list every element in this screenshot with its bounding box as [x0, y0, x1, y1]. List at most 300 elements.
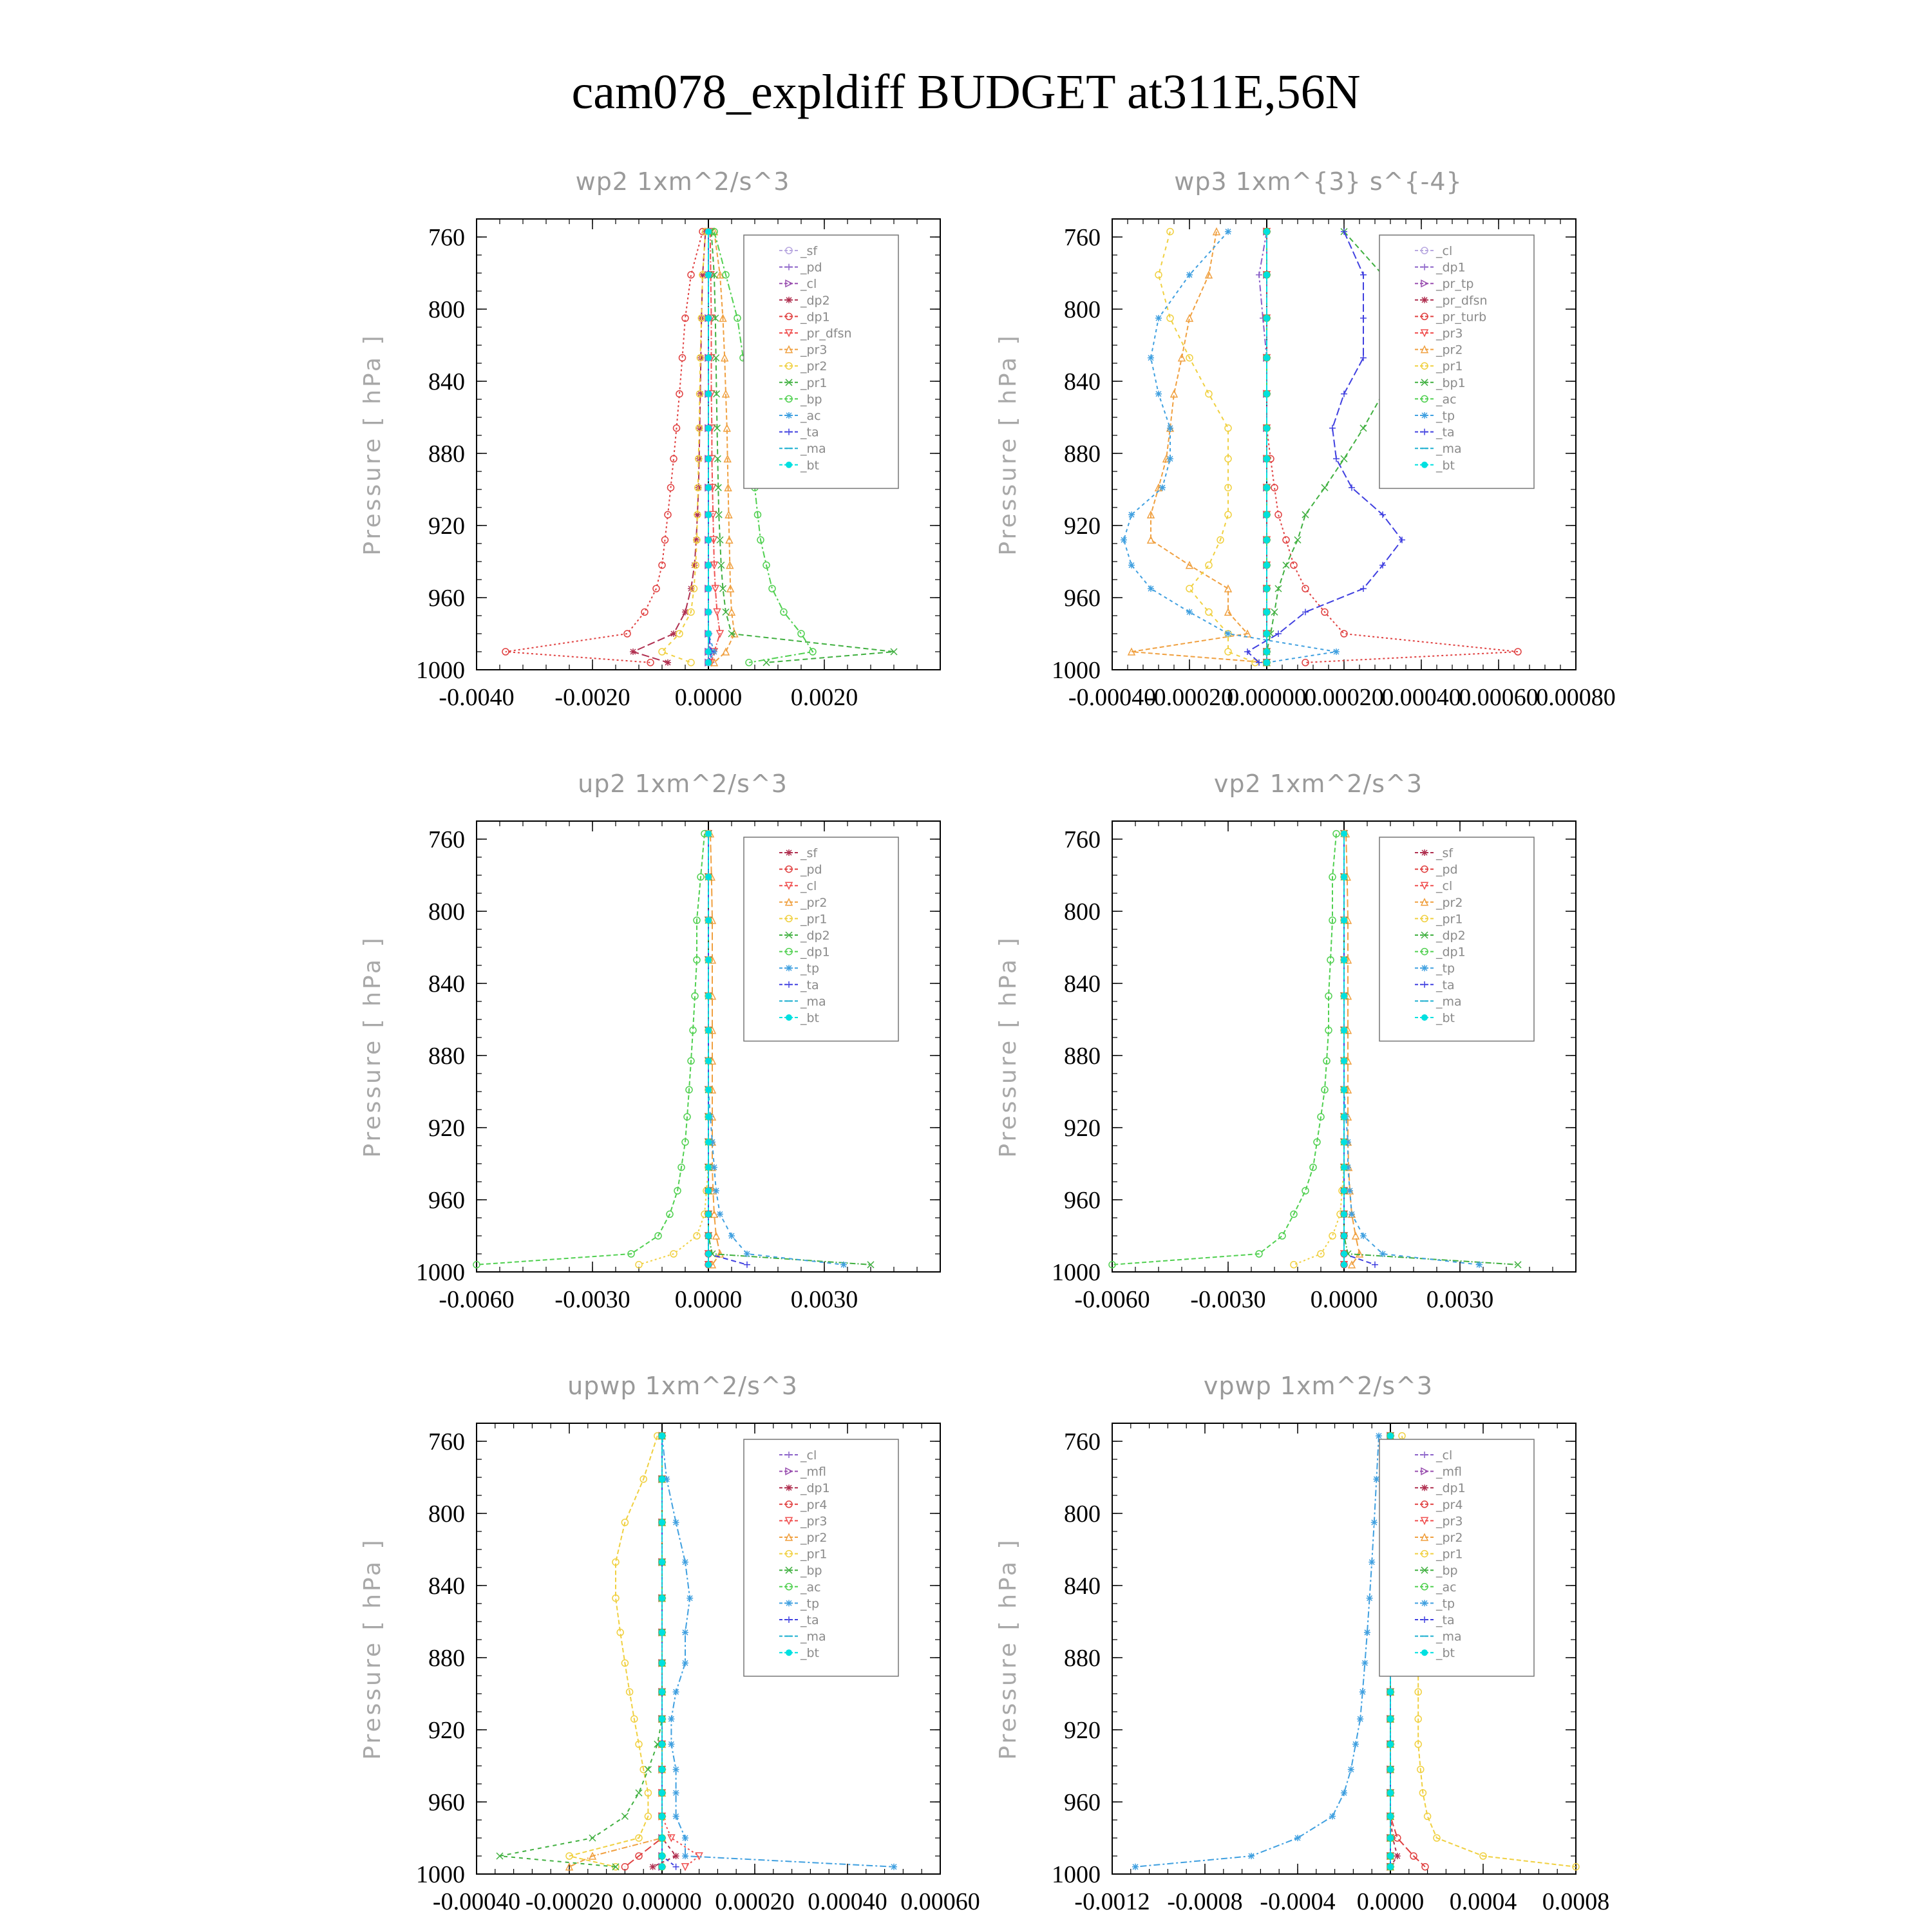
series-point: [1387, 1766, 1394, 1773]
y-axis-label: Pressure [ hPa ]: [359, 935, 386, 1158]
legend-entry: _dp2: [800, 929, 830, 943]
y-tick-label: 760: [428, 1428, 465, 1455]
series-point: [1341, 1086, 1347, 1093]
y-axis-label: Pressure [ hPa ]: [995, 333, 1021, 556]
x-tick-label: 0.00080: [1536, 684, 1616, 711]
series-point: [1225, 229, 1231, 235]
series-point: [1387, 1835, 1394, 1841]
series-point: [705, 272, 712, 278]
legend-entry: _ta: [1436, 425, 1455, 440]
series-point: [659, 1716, 665, 1722]
series-point: [1341, 1113, 1347, 1120]
y-tick-label: 920: [428, 1115, 465, 1142]
x-tick-label: -0.0060: [439, 1286, 515, 1313]
legend-entry: _pd: [800, 862, 822, 877]
series-point: [668, 1716, 674, 1722]
series-point: [1264, 609, 1270, 615]
panel-title: upwp 1xm^2/s^3: [567, 1372, 798, 1400]
legend-entry: _dp1: [800, 310, 830, 325]
series-point: [1376, 1433, 1382, 1439]
legend-entry: _bp: [800, 1564, 822, 1578]
legend-entry: _pr3: [1436, 1514, 1463, 1529]
legend-marker: [1421, 1649, 1428, 1656]
panel-title: wp3 1xm^{3} s^{-4}: [1174, 167, 1463, 196]
series-point: [659, 1476, 665, 1482]
x-tick-label: 0.0030: [1426, 1286, 1494, 1313]
legend-entry: _bt: [800, 1011, 820, 1025]
y-tick-label: 880: [1064, 1043, 1101, 1070]
legend-entry: _dp1: [1436, 945, 1466, 960]
legend-entry: _pr_turb: [1436, 310, 1487, 325]
legend-entry: _cl: [1436, 879, 1453, 894]
legend-marker: [786, 462, 792, 468]
legend-entry: _ma: [1436, 442, 1462, 457]
legend-entry: _bp: [800, 392, 822, 407]
series-point: [1341, 1027, 1347, 1034]
legend-entry: _cl: [1436, 1448, 1453, 1463]
series-point: [705, 536, 712, 543]
panel-title: vp2 1xm^2/s^3: [1213, 770, 1423, 798]
y-tick-label: 960: [1064, 585, 1101, 612]
series-point: [668, 1741, 674, 1747]
series-point: [1387, 1853, 1394, 1859]
series-point: [840, 1262, 847, 1268]
x-tick-label: 0.00060: [1459, 684, 1539, 711]
series-point: [1294, 1835, 1301, 1841]
legend-entry: _bt: [800, 1646, 820, 1661]
series-point: [659, 1595, 665, 1602]
legend-marker: [786, 412, 792, 419]
series-point: [1352, 1741, 1359, 1747]
legend-entry: _pr3: [800, 1514, 828, 1529]
y-tick-label: 880: [428, 440, 465, 468]
series-point: [1364, 1629, 1370, 1636]
x-tick-label: -0.0030: [1190, 1286, 1266, 1313]
legend-entry: _tp: [800, 961, 820, 976]
x-tick-label: -0.0008: [1167, 1888, 1243, 1915]
series-point: [1155, 315, 1162, 321]
series-point: [1341, 1057, 1347, 1064]
series-point: [1341, 831, 1347, 837]
y-tick-label: 880: [1064, 1645, 1101, 1672]
series-point: [1264, 511, 1270, 518]
series-point: [1341, 874, 1347, 880]
series-point: [705, 649, 712, 655]
series-point: [1148, 585, 1154, 592]
series-point: [1387, 1689, 1394, 1695]
series-point: [705, 957, 712, 963]
series-point: [705, 917, 712, 923]
series-point: [1357, 1716, 1363, 1722]
series-point: [705, 1139, 712, 1145]
legend-marker: [786, 1649, 792, 1656]
legend-marker: [786, 297, 792, 303]
y-tick-label: 960: [428, 1187, 465, 1214]
y-tick-label: 800: [1064, 898, 1101, 925]
y-tick-label: 960: [1064, 1789, 1101, 1816]
x-tick-label: -0.00020: [1145, 684, 1234, 711]
legend-entry: _pr1: [1436, 1547, 1463, 1562]
legend-entry: _pr1: [800, 912, 828, 927]
legend-entry: _bt: [800, 458, 820, 473]
x-tick-label: -0.0060: [1074, 1286, 1150, 1313]
series-point: [659, 1766, 665, 1773]
series-point: [673, 1766, 679, 1773]
legend-marker: [786, 1484, 792, 1491]
legend-entry: _pr2: [800, 895, 828, 910]
series-point: [1248, 1853, 1255, 1859]
legend-entry: _mfl: [800, 1464, 826, 1479]
series-point: [1367, 1595, 1373, 1602]
legend-entry: _pr2: [1436, 343, 1463, 357]
series-point: [705, 391, 712, 397]
y-tick-label: 840: [428, 971, 465, 998]
legend-entry: _ma: [800, 442, 826, 457]
y-tick-label: 840: [428, 1573, 465, 1600]
legend-entry: _ta: [800, 1613, 819, 1627]
series-point: [705, 355, 712, 361]
series-point: [687, 1595, 693, 1602]
series-point: [659, 1629, 665, 1636]
x-tick-label: 0.00020: [715, 1888, 795, 1915]
x-tick-label: -0.00020: [525, 1888, 614, 1915]
series-point: [705, 511, 712, 518]
y-tick-label: 960: [428, 1789, 465, 1816]
x-tick-label: -0.0004: [1260, 1888, 1336, 1915]
series-point: [705, 1027, 712, 1034]
y-tick-label: 760: [1064, 1428, 1101, 1455]
legend-entry: _pr3: [800, 343, 828, 357]
legend-entry: _pr2: [800, 359, 828, 374]
legend-entry: _cl: [1436, 244, 1453, 258]
series-point: [891, 1864, 897, 1870]
series-point: [1341, 957, 1347, 963]
series-point: [1186, 609, 1193, 615]
series-point: [682, 1559, 688, 1566]
legend-marker: [1421, 849, 1428, 856]
y-tick-label: 840: [1064, 368, 1101, 395]
x-tick-label: 0.0030: [790, 1286, 858, 1313]
legend-entry: _mfl: [1436, 1464, 1462, 1479]
panel-title: vpwp 1xm^2/s^3: [1203, 1372, 1434, 1400]
legend-marker: [1421, 297, 1428, 303]
y-tick-label: 760: [428, 826, 465, 853]
series-point: [705, 585, 712, 592]
series-point: [1348, 1766, 1354, 1773]
legend-entry: _pr_dfsn: [800, 327, 852, 341]
y-tick-label: 880: [1064, 440, 1101, 468]
legend-entry: _dp2: [800, 293, 830, 308]
series-point: [682, 1660, 688, 1666]
series-point: [659, 1813, 665, 1819]
series-point: [1264, 484, 1270, 491]
x-tick-label: 0.0008: [1542, 1888, 1610, 1915]
legend-marker: [1421, 1014, 1428, 1021]
series-point: [705, 1164, 712, 1171]
series-point: [659, 1559, 665, 1566]
legend-entry: _dp1: [800, 1481, 830, 1496]
series-point: [1341, 1211, 1347, 1217]
x-tick-label: 0.0004: [1449, 1888, 1517, 1915]
series-point: [1148, 355, 1154, 361]
y-tick-label: 920: [1064, 1115, 1101, 1142]
legend-entry: _pr1: [1436, 359, 1463, 374]
legend-entry: _ma: [1436, 994, 1462, 1009]
series-point: [1387, 1790, 1394, 1796]
series-point: [1264, 649, 1270, 655]
legend-entry: _ma: [800, 1629, 826, 1644]
x-tick-label: 0.00020: [1304, 684, 1384, 711]
legend-entry: _sf: [800, 846, 818, 860]
legend-entry: _tp: [1436, 409, 1455, 423]
series-point: [659, 1660, 665, 1666]
x-tick-label: 0.00040: [1381, 684, 1461, 711]
series-point: [705, 1251, 712, 1257]
legend-entry: _cl: [800, 879, 817, 894]
series-point: [659, 1689, 665, 1695]
legend-entry: _bt: [1436, 458, 1455, 473]
series-point: [1128, 511, 1135, 518]
y-tick-label: 840: [428, 368, 465, 395]
y-tick-label: 840: [1064, 971, 1101, 998]
series-point: [1368, 1559, 1375, 1566]
series-point: [705, 455, 712, 462]
series-point: [705, 630, 712, 637]
series-point: [1264, 425, 1270, 431]
y-axis-label: Pressure [ hPa ]: [995, 1537, 1021, 1760]
series-point: [705, 1211, 712, 1217]
legend-entry: _pr3: [1436, 327, 1463, 341]
series-point: [673, 1853, 679, 1859]
series-point: [705, 1233, 712, 1239]
legend-entry: _dp2: [1436, 929, 1466, 943]
series-point: [1361, 1660, 1368, 1666]
legend-entry: _sf: [800, 244, 818, 258]
series-point: [682, 1853, 688, 1859]
series-point: [1264, 272, 1270, 278]
series-point: [711, 1164, 717, 1171]
y-tick-label: 1000: [416, 657, 465, 684]
series-point: [705, 874, 712, 880]
series-point: [1333, 649, 1340, 655]
legend-entry: _pr1: [1436, 912, 1463, 927]
series-point: [705, 484, 712, 491]
x-tick-label: 0.00060: [900, 1888, 980, 1915]
y-tick-label: 800: [428, 296, 465, 323]
series-point: [1264, 229, 1270, 235]
legend-marker: [786, 965, 792, 971]
series-point: [673, 1689, 679, 1695]
legend-entry: _ta: [1436, 978, 1455, 992]
series-point: [1132, 1864, 1139, 1870]
legend-entry: _dp1: [1436, 1481, 1466, 1496]
series-point: [1373, 1476, 1379, 1482]
legend-marker: [1421, 412, 1428, 419]
y-tick-label: 920: [1064, 1717, 1101, 1744]
series-point: [1341, 1262, 1347, 1268]
series-point: [1264, 315, 1270, 321]
legend-entry: _ac: [1436, 1580, 1457, 1595]
legend-entry: _bt: [1436, 1646, 1455, 1661]
y-tick-label: 800: [428, 898, 465, 925]
series-point: [705, 1057, 712, 1064]
legend-marker: [1421, 1484, 1428, 1491]
y-tick-label: 920: [428, 1717, 465, 1744]
series-point: [650, 1864, 656, 1870]
y-tick-label: 920: [1064, 513, 1101, 540]
series-point: [1225, 630, 1231, 637]
series-point: [1341, 993, 1347, 999]
series-point: [1341, 1790, 1347, 1796]
legend-marker: [786, 1600, 792, 1606]
legend-marker: [1421, 1600, 1428, 1606]
series-point: [705, 1188, 712, 1194]
series-point: [1387, 1741, 1394, 1747]
series-point: [1264, 659, 1270, 666]
y-tick-label: 760: [1064, 224, 1101, 251]
legend-entry: _dp1: [800, 945, 830, 960]
legend-entry: _ta: [800, 425, 819, 440]
series-point: [1387, 1716, 1394, 1722]
series-point: [705, 831, 712, 837]
x-tick-label: 0.00000: [622, 1888, 702, 1915]
x-tick-label: 0.0000: [674, 684, 743, 711]
legend-entry: _cl: [800, 1448, 817, 1463]
y-tick-label: 960: [428, 585, 465, 612]
legend-entry: _tp: [800, 1596, 820, 1611]
legend-entry: _pr4: [800, 1497, 828, 1512]
series-point: [682, 1629, 688, 1636]
series-point: [705, 1262, 712, 1268]
series-point: [1264, 536, 1270, 543]
series-point: [630, 649, 636, 655]
legend-entry: _pr1: [800, 1547, 828, 1562]
series-point: [665, 659, 671, 666]
legend-entry: _pd: [800, 260, 822, 275]
series-point: [1128, 562, 1135, 569]
x-tick-label: 0.00040: [808, 1888, 887, 1915]
series-point: [673, 1519, 679, 1526]
y-tick-label: 1000: [1052, 1259, 1101, 1286]
series-point: [1341, 1139, 1347, 1145]
legend-entry: _ac: [1436, 392, 1457, 407]
x-tick-label: -0.00040: [1068, 684, 1157, 711]
y-tick-label: 1000: [1052, 657, 1101, 684]
series-point: [1341, 1188, 1347, 1194]
legend-marker: [786, 849, 792, 856]
x-tick-label: 0.00000: [1227, 684, 1307, 711]
x-tick-label: -0.0030: [554, 1286, 630, 1313]
series-point: [1167, 425, 1173, 431]
series-point: [705, 1086, 712, 1093]
legend-marker: [1421, 462, 1428, 468]
series-point: [1476, 1262, 1482, 1268]
series-point: [682, 1835, 688, 1841]
y-tick-label: 800: [1064, 296, 1101, 323]
y-tick-label: 880: [428, 1645, 465, 1672]
series-point: [705, 993, 712, 999]
series-point: [1341, 917, 1347, 923]
legend-entry: _ac: [800, 1580, 821, 1595]
series-point: [1155, 391, 1162, 397]
series-point: [1264, 562, 1270, 569]
series-point: [744, 1251, 750, 1257]
series-point: [705, 229, 712, 235]
legend-entry: _pr2: [1436, 895, 1463, 910]
legend-entry: _pr1: [800, 375, 828, 390]
series-point: [1159, 484, 1166, 491]
legend-entry: _ma: [1436, 1629, 1462, 1644]
series-point: [1341, 1233, 1347, 1239]
legend-entry: _pr2: [1436, 1531, 1463, 1545]
series-point: [1264, 630, 1270, 637]
series-point: [1360, 1233, 1367, 1239]
y-tick-label: 1000: [1052, 1861, 1101, 1888]
series-point: [659, 1433, 665, 1439]
y-tick-label: 840: [1064, 1573, 1101, 1600]
legend-entry: _sf: [1436, 846, 1454, 860]
legend-marker: [786, 1014, 792, 1021]
series-point: [1167, 455, 1173, 462]
series-point: [673, 1813, 679, 1819]
y-tick-label: 760: [428, 224, 465, 251]
series-point: [659, 1790, 665, 1796]
legend-entry: _bp: [1436, 1564, 1458, 1578]
legend-entry: _bp1: [1436, 375, 1466, 390]
legend-entry: _dp1: [1436, 260, 1466, 275]
series-point: [713, 1188, 719, 1194]
series-point: [1264, 585, 1270, 592]
series-point: [659, 1864, 665, 1870]
series-point: [705, 609, 712, 615]
x-tick-label: -0.00040: [432, 1888, 521, 1915]
series-point: [1347, 1188, 1353, 1194]
series-point: [705, 425, 712, 431]
series-point: [728, 1233, 735, 1239]
series-point: [659, 1835, 665, 1841]
legend-entry: _ac: [800, 409, 821, 423]
legend-entry: _tp: [1436, 961, 1455, 976]
series-point: [1387, 1864, 1394, 1870]
series-point: [1329, 1813, 1336, 1819]
legend-entry: _ta: [800, 978, 819, 992]
legend-entry: _ta: [1436, 1613, 1455, 1627]
series-point: [1379, 1251, 1386, 1257]
x-tick-label: -0.0020: [554, 684, 630, 711]
series-point: [659, 1741, 665, 1747]
series-point: [1186, 272, 1193, 278]
legend-entry: _ma: [800, 994, 826, 1009]
series-point: [705, 562, 712, 569]
series-point: [1264, 455, 1270, 462]
series-point: [659, 1519, 665, 1526]
x-tick-label: 0.0000: [1310, 1286, 1378, 1313]
legend-entry: _pr_tp: [1436, 277, 1474, 292]
series-point: [1371, 1519, 1378, 1526]
y-axis-label: Pressure [ hPa ]: [359, 1537, 386, 1760]
y-axis-label: Pressure [ hPa ]: [359, 333, 386, 556]
legend-entry: _pr_dfsn: [1436, 293, 1488, 308]
series-point: [659, 1853, 665, 1859]
series-point: [1387, 1433, 1394, 1439]
series-point: [1387, 1813, 1394, 1819]
series-point: [705, 659, 712, 666]
y-tick-label: 760: [1064, 826, 1101, 853]
series-point: [1359, 1689, 1366, 1695]
series-point: [1264, 355, 1270, 361]
legend-entry: _pr2: [800, 1531, 828, 1545]
y-tick-label: 800: [1064, 1501, 1101, 1528]
